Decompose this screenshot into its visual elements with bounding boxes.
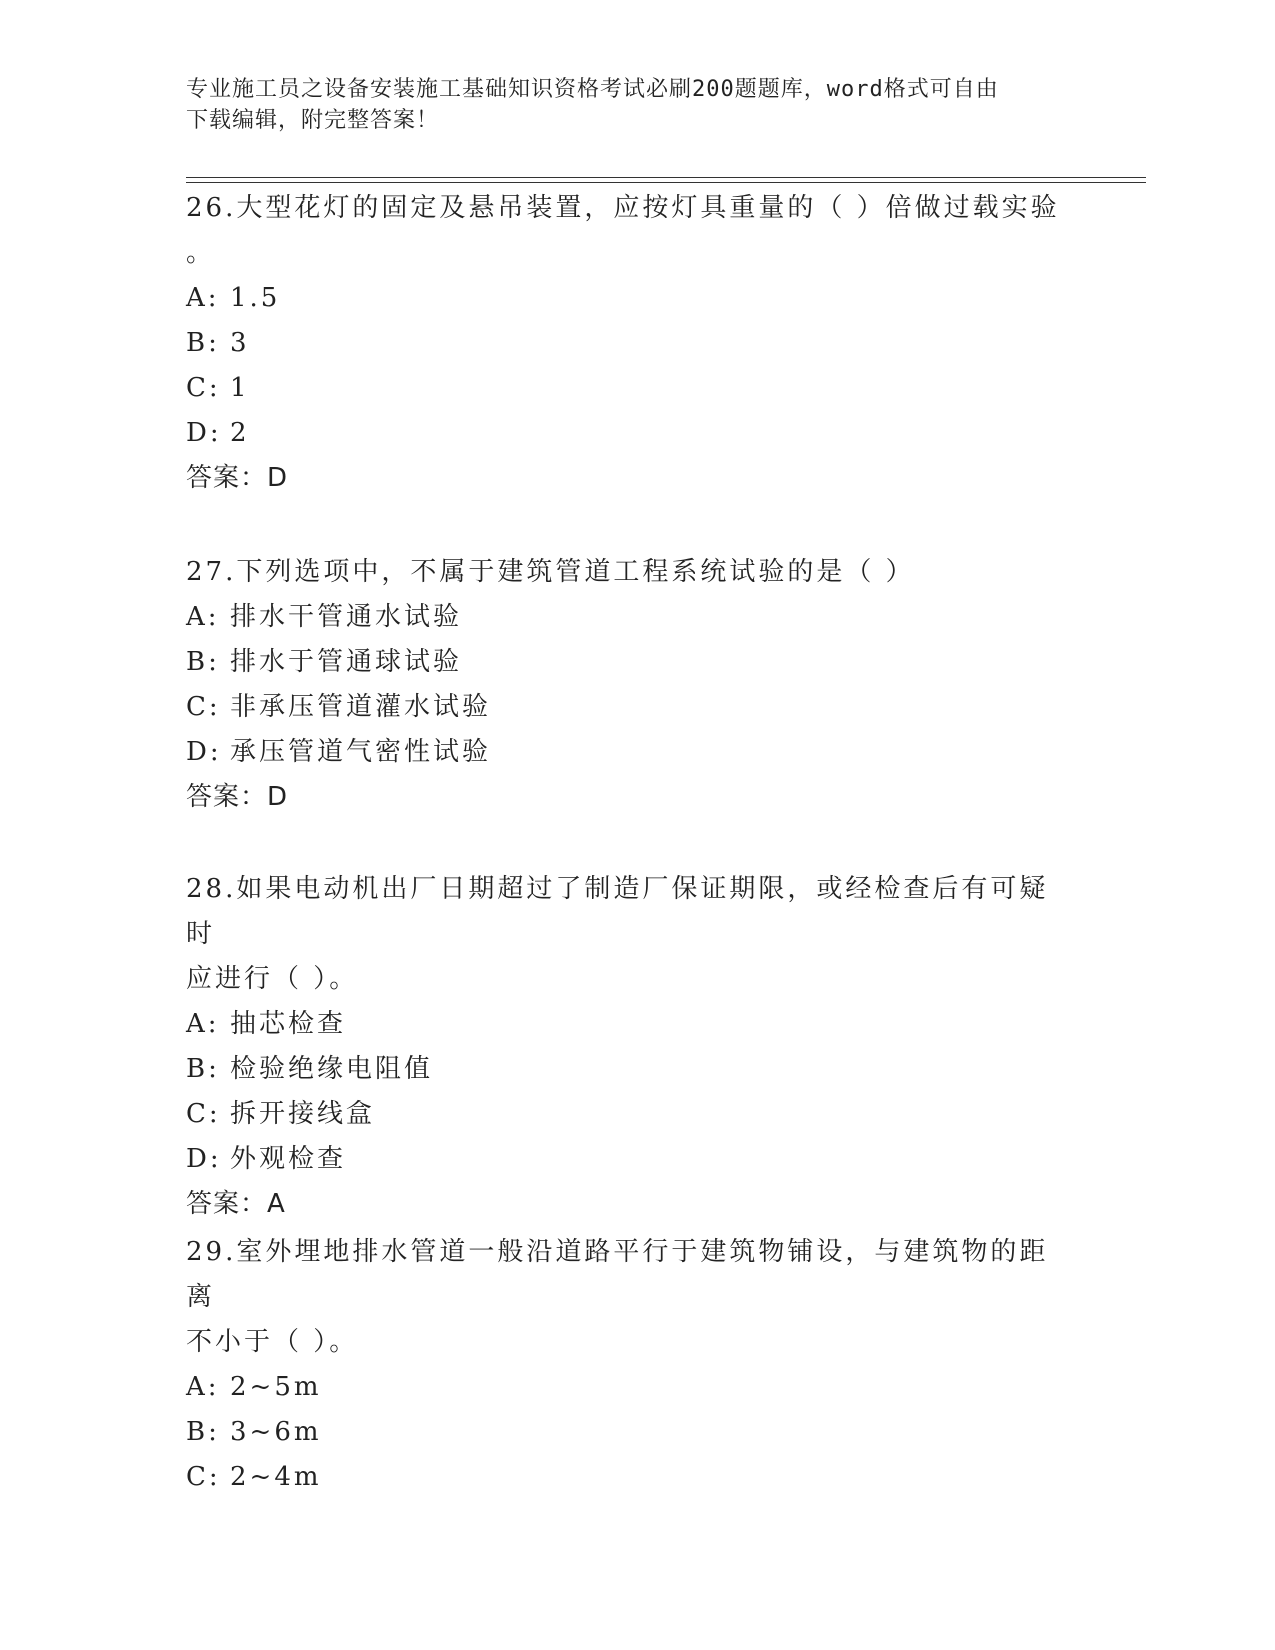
option-key: C: <box>186 1099 221 1129</box>
option-c <box>186 1455 1066 1500</box>
option-d <box>186 730 1066 775</box>
option-key: A: <box>186 283 220 313</box>
question-27 <box>186 550 1066 820</box>
option-text: 外观检查 <box>230 1144 347 1174</box>
option-text: 排水于管通球试验 <box>230 647 463 677</box>
option-key: C: <box>186 373 221 403</box>
option-a <box>186 1365 1066 1410</box>
question-stem: 27.下列选项中，不属于建筑管道工程系统试验的是（ ） <box>186 557 915 587</box>
option-key: A: <box>186 1372 220 1402</box>
header-divider-top <box>186 177 1146 178</box>
question-29 <box>186 1230 1066 1500</box>
option-key: B: <box>186 1054 220 1084</box>
option-key: B: <box>186 328 220 358</box>
option-b <box>186 640 1066 685</box>
question-26 <box>186 186 1066 501</box>
answer-line: 答案：D <box>186 782 289 812</box>
option-b <box>186 321 1066 366</box>
option-text: 拆开接线盒 <box>230 1099 376 1129</box>
option-key: B: <box>186 1417 220 1447</box>
question-stem-continued: 应进行（ ）。 <box>186 964 359 994</box>
question-stem-continued: 不小于（ ）。 <box>186 1327 359 1357</box>
header-line-2: 下载编辑，附完整答案！ <box>186 108 440 133</box>
option-c <box>186 1092 1066 1137</box>
option-text: 1.5 <box>230 283 281 313</box>
option-c <box>186 366 1066 411</box>
option-key: C: <box>186 692 221 722</box>
header-line-1: 专业施工员之设备安装施工基础知识资格考试必刷200题题库，word格式可自由 <box>186 77 999 102</box>
question-stem: 29.室外埋地排水管道一般沿道路平行于建筑物铺设，与建筑物的距离 <box>186 1237 1049 1312</box>
option-text: 抽芯检查 <box>230 1009 347 1039</box>
option-text: 1 <box>230 373 250 403</box>
option-key: D: <box>186 737 222 767</box>
option-text: 检验绝缘电阻值 <box>230 1054 434 1084</box>
answer-line: 答案：D <box>186 463 289 493</box>
option-b <box>186 1047 1066 1092</box>
option-text: 3~6m <box>230 1417 322 1447</box>
option-a <box>186 276 1066 321</box>
option-d <box>186 411 1066 456</box>
answer-line: 答案：A <box>186 1189 286 1219</box>
option-text: 2 <box>230 418 250 448</box>
option-key: A: <box>186 1009 220 1039</box>
option-text: 2~5m <box>230 1372 322 1402</box>
option-text: 非承压管道灌水试验 <box>230 692 492 722</box>
option-a <box>186 595 1066 640</box>
question-stem: 28.如果电动机出厂日期超过了制造厂保证期限，或经检查后有可疑时 <box>186 874 1049 949</box>
option-a <box>186 1002 1066 1047</box>
option-text: 3 <box>230 328 250 358</box>
option-text: 2~4m <box>230 1462 322 1492</box>
option-key: D: <box>186 418 222 448</box>
option-key: D: <box>186 1144 222 1174</box>
question-stem-continued: 。 <box>186 238 216 268</box>
option-key: A: <box>186 602 220 632</box>
header-divider-bottom <box>186 182 1146 183</box>
document-header <box>186 74 1066 136</box>
option-key: B: <box>186 647 220 677</box>
option-key: C: <box>186 1462 221 1492</box>
question-28 <box>186 867 1066 1227</box>
option-b <box>186 1410 1066 1455</box>
option-text: 承压管道气密性试验 <box>230 737 492 767</box>
option-text: 排水干管通水试验 <box>230 602 463 632</box>
question-stem: 26.大型花灯的固定及悬吊装置，应按灯具重量的（ ）倍做过载实验 <box>186 193 1060 223</box>
option-c <box>186 685 1066 730</box>
option-d <box>186 1137 1066 1182</box>
